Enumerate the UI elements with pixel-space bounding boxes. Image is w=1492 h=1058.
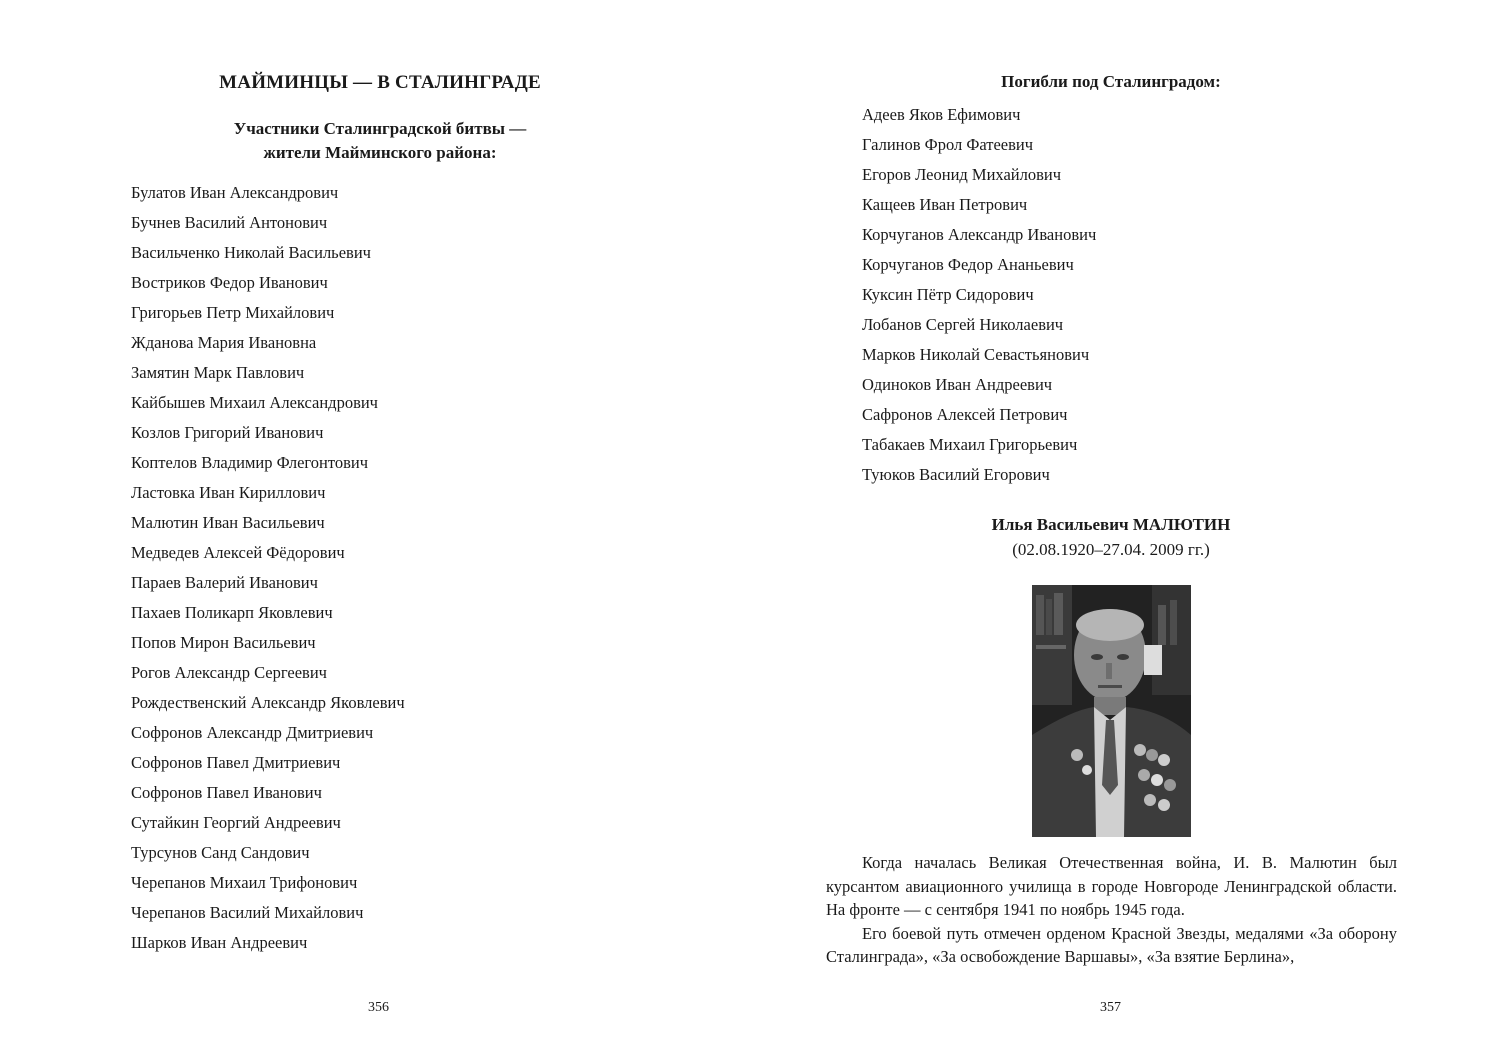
list-item: Марков Николай Севастьянович [862, 345, 1090, 364]
list-item: Булатов Иван Александрович [131, 183, 339, 202]
person-name: Илья Васильевич МАЛЮТИН [991, 515, 1231, 534]
biography-text [826, 851, 1397, 969]
list-item: Медведев Алексей Фёдорович [131, 543, 345, 562]
killed-list [862, 100, 1096, 490]
list-item: Софронов Александр Дмитриевич [131, 723, 374, 742]
list-item: Черепанов Михаил Трифонович [131, 873, 358, 892]
list-item: Васильченко Николай Васильевич [131, 243, 371, 262]
list-item: Табакаев Михаил Григорьевич [862, 435, 1078, 454]
list-item: Софронов Павел Иванович [131, 783, 322, 802]
list-item: Сафронов Алексей Петрович [862, 405, 1068, 424]
person-dates: (02.08.1920–27.04. 2009 гг.) [1012, 540, 1210, 559]
list-item: Жданова Мария Ивановна [131, 333, 317, 352]
list-item: Параев Валерий Иванович [131, 573, 318, 592]
list-item: Лобанов Сергей Николаевич [862, 315, 1064, 334]
list-item: Корчуганов Федор Ананьевич [862, 255, 1074, 274]
killed-title: Погибли под Сталинградом: [1001, 72, 1221, 91]
list-item: Куксин Пётр Сидорович [862, 285, 1034, 304]
list-item: Бучнев Василий Антонович [131, 213, 328, 232]
list-item: Адеев Яков Ефимович [862, 105, 1021, 124]
list-item: Егоров Леонид Михайлович [862, 165, 1062, 184]
page-number: 357 [1100, 1000, 1121, 1015]
list-item: Коптелов Владимир Флегонтович [131, 453, 369, 472]
list-item: Григорьев Петр Михайлович [131, 303, 335, 322]
list-item: Софронов Павел Дмитриевич [131, 753, 341, 772]
right-page [746, 0, 1492, 1058]
list-item: Шарков Иван Андреевич [131, 933, 308, 952]
section-title [130, 117, 630, 165]
biography-paragraph: Когда началась Великая Отечественная война, И. В. Малютин был курсантом авиационного училища в городе Новгороде Ленинградской области. На фронте — с сентября 1941 по ноябрь 1945 года. [826, 853, 1397, 919]
page-number: 356 [368, 1000, 389, 1015]
list-item: Пахаев Поликарп Яковлевич [131, 603, 333, 622]
biography-paragraph: Его боевой путь отмечен орденом Красной Звезды, медалями «За оборону Сталинграда», «За освобождение Варшавы», «За взятие Берлина», [826, 923, 1397, 966]
list-item: Рогов Александр Сергеевич [131, 663, 327, 682]
list-item: Козлов Григорий Иванович [131, 423, 324, 442]
list-item: Малютин Иван Васильевич [131, 513, 325, 532]
list-item: Попов Мирон Васильевич [131, 633, 316, 652]
list-item: Турсунов Санд Сандович [131, 843, 310, 862]
list-item: Ластовка Иван Кириллович [131, 483, 326, 502]
list-item: Замятин Марк Павлович [131, 363, 305, 382]
list-item: Востриков Федор Иванович [131, 273, 328, 292]
list-item: Одиноков Иван Андреевич [862, 375, 1053, 394]
list-item: Галинов Фрол Фатеевич [862, 135, 1034, 154]
portrait-illustration [1032, 585, 1191, 837]
list-item: Сутайкин Георгий Андреевич [131, 813, 341, 832]
list-item: Рождественский Александр Яковлевич [131, 693, 405, 712]
section-title-line: жители Майминского района: [263, 143, 497, 162]
list-item: Кайбышев Михаил Александрович [131, 393, 378, 412]
list-item: Кащеев Иван Петрович [862, 195, 1028, 214]
portrait-photo [1032, 585, 1191, 837]
participants-list [131, 178, 405, 958]
list-item: Туюков Василий Егорович [862, 465, 1050, 484]
list-item: Черепанов Василий Михайлович [131, 903, 364, 922]
chapter-title: МАЙМИНЦЫ — В СТАЛИНГРАДЕ [219, 72, 541, 93]
section-title-line: Участники Сталинградской битвы — [233, 119, 527, 138]
list-item: Корчуганов Александр Иванович [862, 225, 1097, 244]
